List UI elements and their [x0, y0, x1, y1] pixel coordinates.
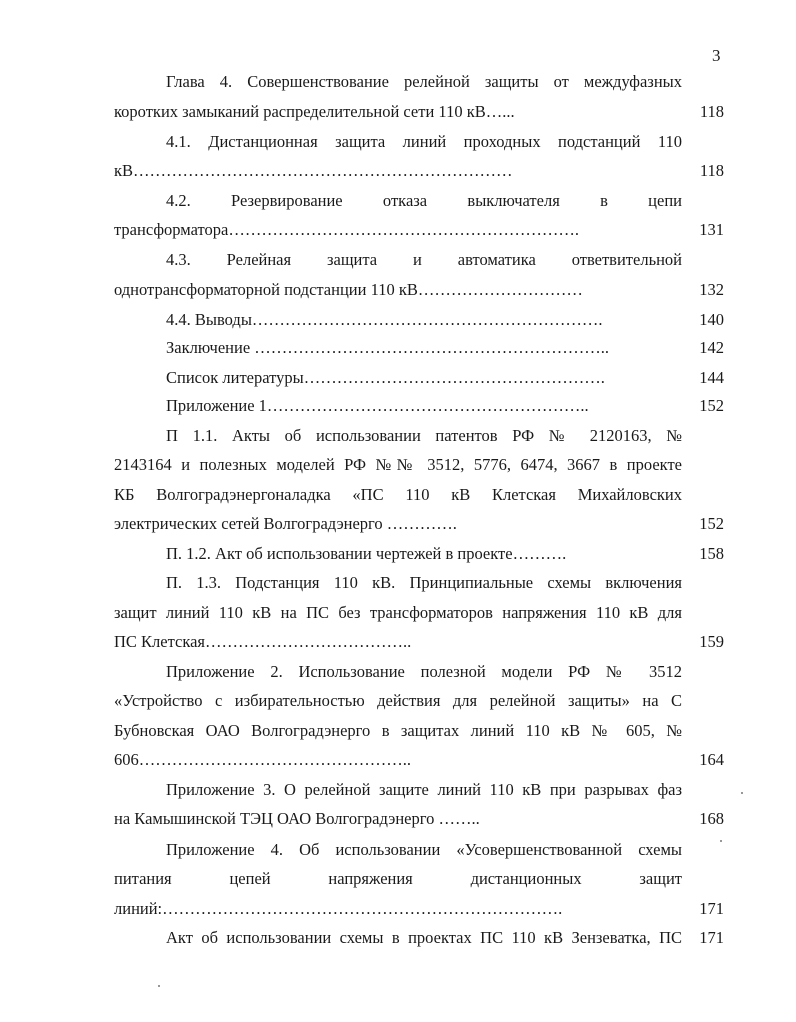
toc-line: Приложение 3. О релейной защите линий 110 кВ при разрывах фаз	[166, 780, 682, 799]
toc-line: Приложение 2. Использование полезной модели РФ № 3512	[166, 662, 682, 681]
toc-line: Список литературы……………………………………………….	[166, 368, 605, 387]
toc-page-ref: 132	[699, 280, 724, 299]
toc-page-ref: 144	[699, 368, 724, 387]
toc-page-ref: 152	[699, 514, 724, 533]
toc-line: 606…………………………………………..	[114, 750, 411, 769]
toc-line: линий:……………………………………………………………….	[114, 899, 563, 918]
scan-speck	[158, 985, 160, 987]
toc-line: Приложение 4. Об использовании «Усовершенствованной схемы	[166, 840, 682, 859]
toc-page-ref: 140	[699, 310, 724, 329]
toc-page-ref: 142	[699, 338, 724, 357]
toc-page-ref: 164	[699, 750, 724, 769]
toc-page-ref: 171	[699, 928, 724, 947]
toc-line: 4.2. Резервирование отказа выключателя в цепи	[166, 191, 682, 210]
toc-line: Заключение ………………………………………………………..	[166, 338, 610, 357]
toc-line: ПС Клетская………………………………..	[114, 632, 412, 651]
toc-line: питания цепей напряжения дистанционных защит	[114, 869, 682, 888]
toc-line: П. 1.2. Акт об использовании чертежей в проекте……….	[166, 544, 567, 563]
toc-page-ref: 131	[699, 220, 724, 239]
toc-page-ref: 152	[699, 396, 724, 415]
toc-line: Бубновская ОАО Волгоградэнерго в защитах линий 110 кВ № 605, №	[114, 721, 682, 740]
toc-line: КБ Волгоградэнергоналадка «ПС 110 кВ Клетская Михайловских	[114, 485, 682, 504]
toc-page-ref: 159	[699, 632, 724, 651]
toc-line: 4.3. Релейная защита и автоматика ответвительной	[166, 250, 682, 269]
toc-line: П. 1.3. Подстанция 110 кВ. Принципиальные схемы включения	[166, 573, 682, 592]
toc-page-ref: 118	[699, 161, 724, 180]
toc-page-ref: 158	[699, 544, 724, 563]
toc-line: «Устройство с избирательностью действия для релейной защиты» на С	[114, 691, 682, 710]
toc-line: 2143164 и полезных моделей РФ №№ 3512, 5776, 6474, 3667 в проекте	[114, 455, 682, 474]
toc-line: защит линий 110 кВ на ПС без трансформаторов напряжения 110 кВ для	[114, 603, 682, 622]
toc-line: Приложение 1…………………………………………………..	[166, 396, 589, 415]
toc-line: 4.4. Выводы……………………………………………………….	[166, 310, 603, 329]
scan-speck	[741, 792, 743, 794]
toc-page-ref: 168	[699, 809, 724, 828]
toc-line: 4.1. Дистанционная защита линий проходных подстанций 110	[166, 132, 682, 151]
page-number: 3	[712, 46, 721, 65]
toc-page-ref: 171	[699, 899, 724, 918]
toc-line: кВ……………………………………………………………	[114, 161, 513, 180]
toc-line: трансформатора……………………………………………………….	[114, 220, 579, 239]
toc-page-ref: 118	[699, 102, 724, 121]
toc-line: Акт об использовании схемы в проектах ПС 110 кВ Зензеватка, ПС	[166, 928, 682, 947]
toc-line: однотрансформаторной подстанции 110 кВ…………………………	[114, 280, 583, 299]
toc-line: П 1.1. Акты об использовании патентов РФ № 2120163, №	[166, 426, 682, 445]
toc-line: электрических сетей Волгоградэнерго ………….	[114, 514, 457, 533]
toc-line: на Камышинской ТЭЦ ОАО Волгоградэнерго ……..	[114, 809, 480, 828]
toc-line: Глава 4. Совершенствование релейной защиты от междуфазных	[166, 72, 682, 91]
toc-line: коротких замыканий распределительной сети 110 кВ…...	[114, 102, 515, 121]
scan-speck	[720, 840, 722, 842]
